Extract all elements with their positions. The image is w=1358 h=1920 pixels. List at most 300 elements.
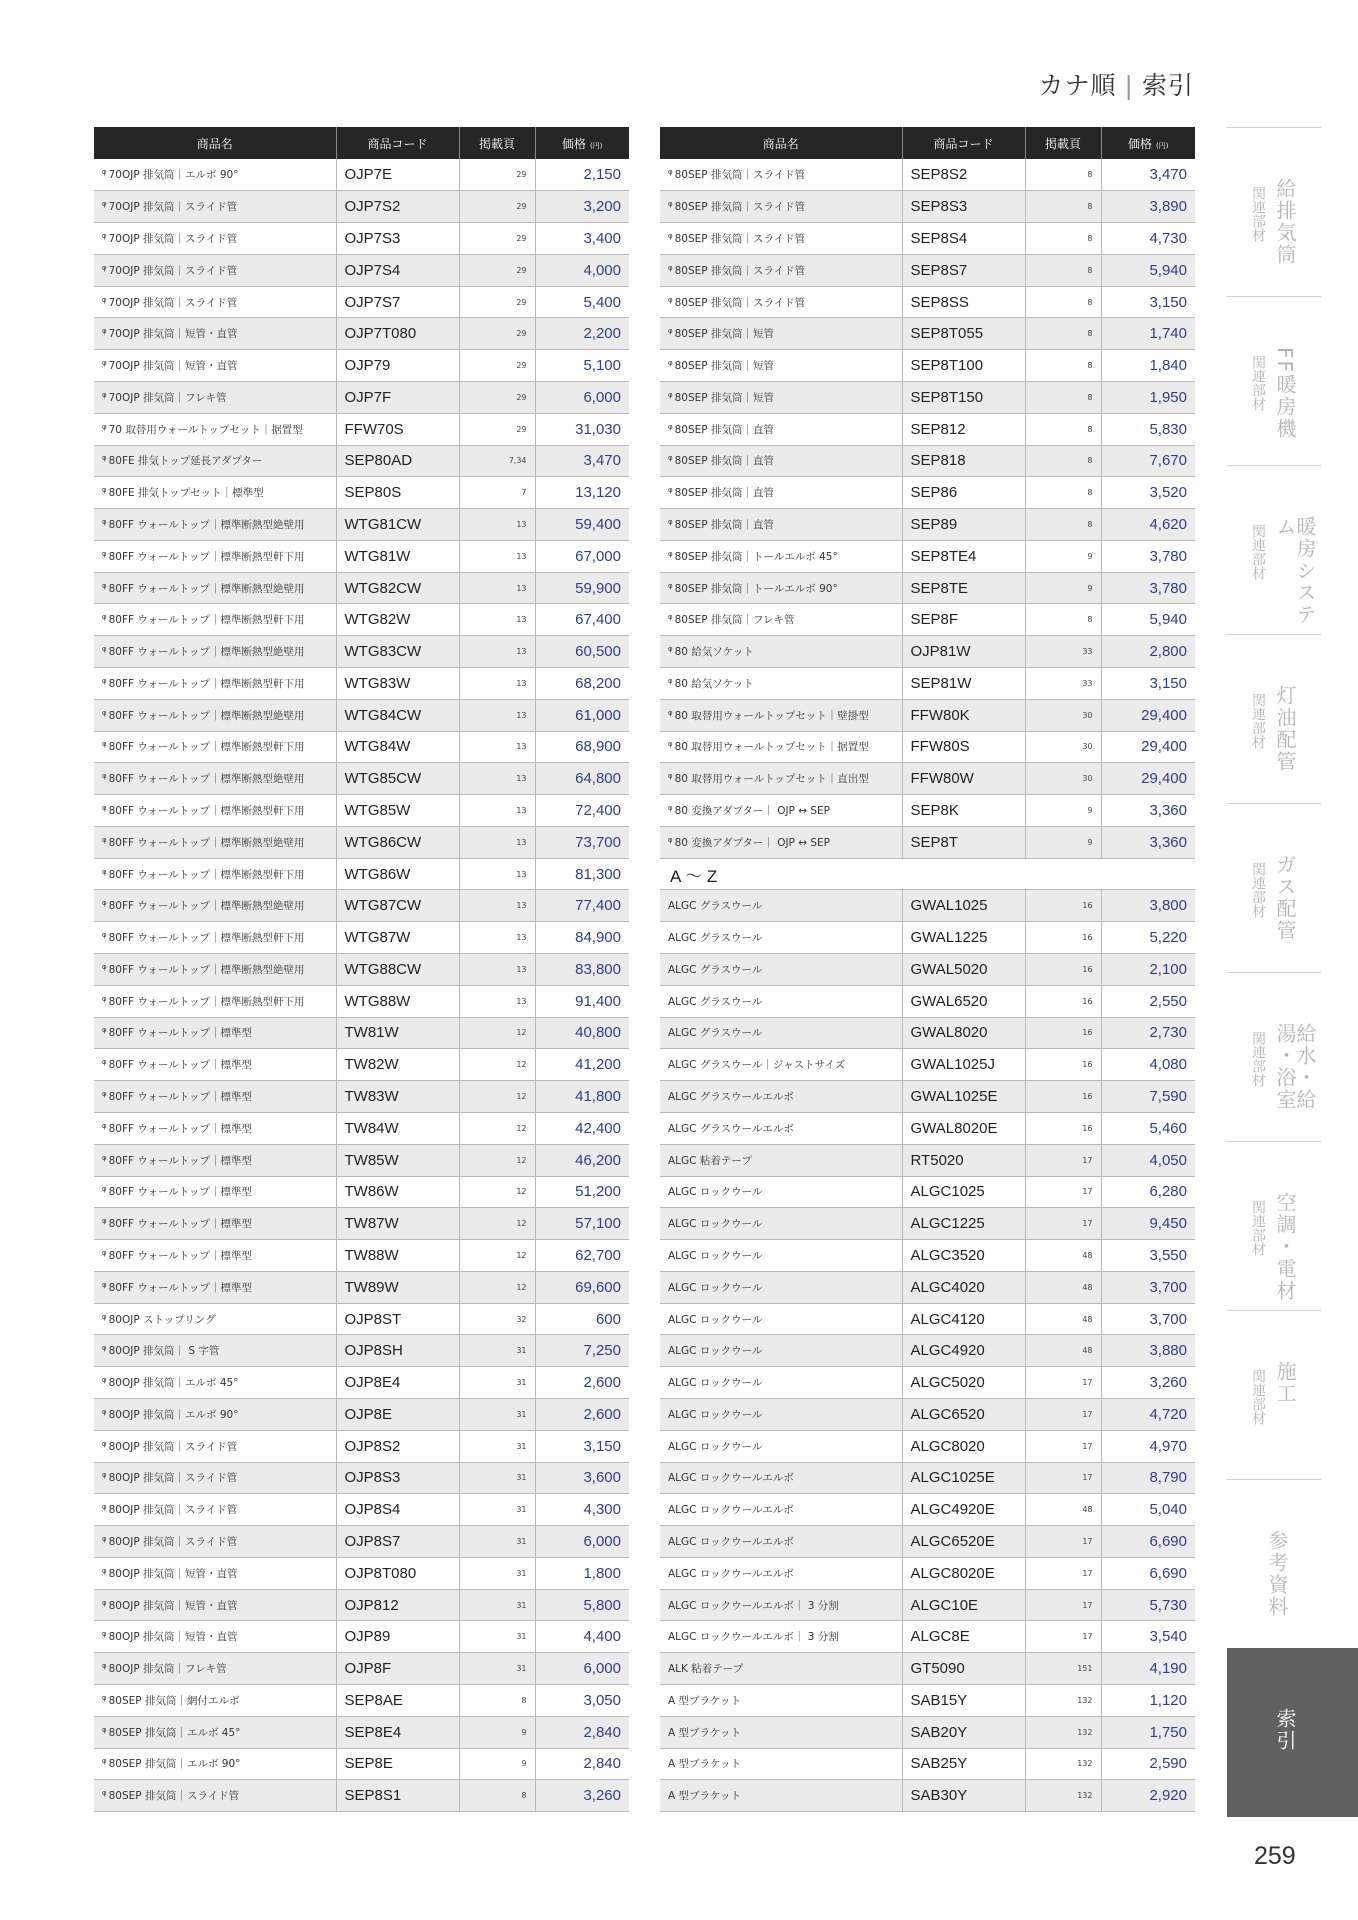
product-code: ALGC10E: [902, 1589, 1025, 1621]
catalog-page: 31: [459, 1430, 535, 1462]
table-row: [94, 1049, 629, 1081]
catalog-page: 17: [1025, 1398, 1101, 1430]
product-name-cell: [660, 159, 902, 191]
catalog-page: 17: [1025, 1176, 1101, 1208]
product-name: 80 変換アダプター｜ OJP ↔ SEP: [674, 805, 830, 818]
header-code: 商品コード: [902, 127, 1025, 159]
catalog-page: 13: [459, 731, 535, 763]
table-row: [660, 731, 1195, 763]
table-row: [660, 1716, 1195, 1748]
product-name: ALGC ロックウールエルボ: [668, 1472, 794, 1485]
table-row: [660, 1685, 1195, 1717]
product-name-cell: [94, 1303, 336, 1335]
price: 4,300: [535, 1494, 629, 1526]
diameter-symbol: φ: [102, 1566, 107, 1575]
product-name: 80FF ウォールトップ｜標準断熱型絶壁用: [108, 900, 305, 913]
price: 81,300: [535, 858, 629, 890]
table-row: [660, 1462, 1195, 1494]
sidebar-tab-sublabel: 関連部材: [1250, 693, 1266, 749]
price: 6,690: [1101, 1557, 1195, 1589]
product-name: ALGC ロックウールエルボ: [668, 1567, 794, 1580]
catalog-page: 8: [1025, 381, 1101, 413]
product-code: OJP7E: [336, 159, 459, 191]
price: 73,700: [535, 826, 629, 858]
catalog-page: 16: [1025, 1112, 1101, 1144]
catalog-page: 8: [1025, 509, 1101, 541]
catalog-page: 32: [459, 1303, 535, 1335]
product-code: GT5090: [902, 1653, 1025, 1685]
price: 67,000: [535, 540, 629, 572]
table-row: [660, 1494, 1195, 1526]
catalog-page: 29: [459, 191, 535, 223]
table-row: [94, 254, 629, 286]
catalog-page: 48: [1025, 1335, 1101, 1367]
product-code: ALGC1025E: [902, 1462, 1025, 1494]
header-price: [1101, 127, 1195, 159]
price: 61,000: [535, 699, 629, 731]
catalog-page: 33: [1025, 636, 1101, 668]
table-row: [660, 1780, 1195, 1812]
table-row: [660, 413, 1195, 445]
sidebar-tab-sublabel: 関連部材: [1250, 524, 1266, 580]
product-code: TW82W: [336, 1049, 459, 1081]
table-row: [94, 350, 629, 382]
product-name-cell: [660, 1271, 902, 1303]
product-name-cell: [94, 1176, 336, 1208]
product-code: FFW80W: [902, 763, 1025, 795]
table-row: [94, 1271, 629, 1303]
catalog-page: 8: [1025, 350, 1101, 382]
catalog-page: 132: [1025, 1780, 1101, 1812]
table-row: [94, 636, 629, 668]
product-name-cell: [660, 1430, 902, 1462]
price: 67,400: [535, 604, 629, 636]
product-code: SAB20Y: [902, 1716, 1025, 1748]
sidebar-tab[interactable]: [1227, 1141, 1321, 1310]
table-row: [94, 763, 629, 795]
catalog-page: 29: [459, 159, 535, 191]
product-name-cell: [94, 413, 336, 445]
price: 29,400: [1101, 699, 1195, 731]
price: 3,260: [1101, 1367, 1195, 1399]
product-name-cell: [94, 572, 336, 604]
product-name: 80SEP 排気筒｜トールエルボ 90°: [674, 582, 838, 595]
diameter-symbol: φ: [102, 263, 107, 272]
price: 1,840: [1101, 350, 1195, 382]
diameter-symbol: φ: [102, 359, 107, 368]
price: 68,900: [535, 731, 629, 763]
catalog-page: 16: [1025, 985, 1101, 1017]
diameter-symbol: φ: [102, 1312, 107, 1321]
catalog-page: 8: [1025, 286, 1101, 318]
table-row: [94, 413, 629, 445]
price: 7,670: [1101, 445, 1195, 477]
catalog-page: 16: [1025, 1049, 1101, 1081]
table-row: [94, 1780, 629, 1812]
catalog-page: 9: [1025, 540, 1101, 572]
product-name: 70OJP 排気筒｜短管・直管: [108, 360, 238, 373]
product-name: 80 取替用ウォールトップセット｜直出型: [674, 773, 869, 786]
catalog-page: 8: [1025, 223, 1101, 255]
table-row: [660, 223, 1195, 255]
price: 8,790: [1101, 1462, 1195, 1494]
price: 7,250: [535, 1335, 629, 1367]
product-code: SEP8T150: [902, 381, 1025, 413]
sidebar-tab[interactable]: [1227, 803, 1321, 972]
product-name-cell: [660, 1240, 902, 1272]
header-price-unit: (円): [590, 141, 603, 150]
price: 91,400: [535, 985, 629, 1017]
product-code: SEP89: [902, 509, 1025, 541]
sidebar-tab-label: 給水・給湯・浴室: [1273, 1023, 1317, 1111]
table-row: [660, 445, 1195, 477]
price: 41,800: [535, 1081, 629, 1113]
price: 9,450: [1101, 1208, 1195, 1240]
product-name-cell: [94, 1462, 336, 1494]
section-heading: A ～ Z: [660, 858, 1195, 890]
price: 2,200: [535, 318, 629, 350]
header-page: 掲載頁: [1025, 127, 1101, 159]
product-name: A 型ブラケット: [668, 1726, 741, 1739]
product-code: TW85W: [336, 1144, 459, 1176]
table-row: [94, 1494, 629, 1526]
product-name: 80FF ウォールトップ｜標準型: [108, 1218, 252, 1231]
product-name-cell: [94, 1653, 336, 1685]
price: 6,000: [535, 1653, 629, 1685]
product-name-cell: [94, 1494, 336, 1526]
product-name: 80FF ウォールトップ｜標準断熱型絶壁用: [108, 836, 305, 849]
diameter-symbol: φ: [102, 1090, 107, 1099]
price: 3,550: [1101, 1240, 1195, 1272]
product-name: 80FF ウォールトップ｜標準型: [108, 1186, 252, 1199]
table-row: [94, 1526, 629, 1558]
table-row: [94, 1367, 629, 1399]
diameter-symbol: φ: [668, 359, 673, 368]
price: 2,150: [535, 159, 629, 191]
product-code: WTG87CW: [336, 890, 459, 922]
diameter-symbol: φ: [102, 1217, 107, 1226]
product-code: OJP8S7: [336, 1526, 459, 1558]
price: 6,690: [1101, 1526, 1195, 1558]
product-name-cell: [660, 1716, 902, 1748]
table-row: [660, 509, 1195, 541]
diameter-symbol: φ: [102, 1280, 107, 1289]
price: 29,400: [1101, 763, 1195, 795]
product-code: SEP80AD: [336, 445, 459, 477]
price: 3,780: [1101, 572, 1195, 604]
product-name: 80FF ウォールトップ｜標準断熱型絶壁用: [108, 773, 305, 786]
table-row: [660, 318, 1195, 350]
product-name: 80SEP 排気筒｜直管: [674, 518, 774, 531]
price: 2,730: [1101, 1017, 1195, 1049]
catalog-page: 16: [1025, 1017, 1101, 1049]
price: 46,200: [535, 1144, 629, 1176]
product-name-cell: [94, 858, 336, 890]
price: 83,800: [535, 954, 629, 986]
table-row: [94, 1557, 629, 1589]
diameter-symbol: φ: [668, 549, 673, 558]
product-code: SEP8T: [902, 826, 1025, 858]
table-row: [94, 191, 629, 223]
catalog-page: 13: [459, 604, 535, 636]
product-name-cell: [660, 699, 902, 731]
product-name: 80FF ウォールトップ｜標準断熱型軒下用: [108, 550, 305, 563]
product-name: 80FF ウォールトップ｜標準断熱型軒下用: [108, 614, 305, 627]
price: 5,460: [1101, 1112, 1195, 1144]
catalog-page: 30: [1025, 699, 1101, 731]
diameter-symbol: φ: [668, 581, 673, 590]
table-row: [660, 1398, 1195, 1430]
product-code: ALGC6520E: [902, 1526, 1025, 1558]
product-code: OJP7S4: [336, 254, 459, 286]
price: 57,100: [535, 1208, 629, 1240]
product-name: 80OJP 排気筒｜エルボ 90°: [108, 1408, 239, 1421]
price: 2,550: [1101, 985, 1195, 1017]
catalog-page: 16: [1025, 922, 1101, 954]
diameter-symbol: φ: [102, 517, 107, 526]
product-code: OJP8T080: [336, 1557, 459, 1589]
price: 84,900: [535, 922, 629, 954]
sidebar-tab-label: 暖房システム: [1273, 516, 1317, 626]
table-row: [660, 350, 1195, 382]
diameter-symbol: φ: [102, 613, 107, 622]
product-name-cell: [660, 381, 902, 413]
table-row: [94, 890, 629, 922]
sidebar-tab[interactable]: [1227, 1479, 1321, 1648]
header-page: 掲載頁: [459, 127, 535, 159]
sidebar-tab[interactable]: [1227, 1648, 1358, 1817]
product-code: WTG83W: [336, 668, 459, 700]
diameter-symbol: φ: [102, 1757, 107, 1766]
table-row: [660, 1653, 1195, 1685]
product-name-cell: [94, 922, 336, 954]
product-name: 80OJP ストップリング: [108, 1313, 216, 1326]
diameter-symbol: φ: [668, 645, 673, 654]
diameter-symbol: φ: [102, 1630, 107, 1639]
product-name: 80OJP 排気筒｜スライド管: [108, 1535, 238, 1548]
price: 2,840: [535, 1748, 629, 1780]
product-name-cell: [660, 509, 902, 541]
catalog-page: 13: [459, 763, 535, 795]
table-row: [660, 540, 1195, 572]
sidebar-tab-sublabel: 関連部材: [1250, 1200, 1266, 1256]
product-name-cell: [94, 1685, 336, 1717]
table-row: [94, 1144, 629, 1176]
product-name: 80FF ウォールトップ｜標準型: [108, 1249, 252, 1262]
price: 29,400: [1101, 731, 1195, 763]
catalog-page: 31: [459, 1653, 535, 1685]
product-code: WTG83CW: [336, 636, 459, 668]
product-name-cell: [94, 1780, 336, 1812]
sidebar-tab-label: 灯油配管: [1273, 685, 1297, 773]
product-code: SEP8S1: [336, 1780, 459, 1812]
catalog-page: 31: [459, 1367, 535, 1399]
product-name: ALGC ロックウール: [668, 1345, 763, 1358]
price: 13,120: [535, 477, 629, 509]
price: 3,200: [535, 191, 629, 223]
product-code: SEP8S3: [902, 191, 1025, 223]
product-name: ALGC ロックウール: [668, 1408, 763, 1421]
table-row: [94, 1081, 629, 1113]
product-name: ALGC ロックウール: [668, 1440, 763, 1453]
table-row: [94, 1240, 629, 1272]
price: 2,100: [1101, 954, 1195, 986]
catalog-page: 17: [1025, 1367, 1101, 1399]
product-name-cell: [660, 1208, 902, 1240]
price: 62,700: [535, 1240, 629, 1272]
sidebar-tab-label: 参考資料: [1265, 1530, 1289, 1618]
sidebar-tab-label: 索引: [1273, 1708, 1297, 1752]
product-code: WTG86CW: [336, 826, 459, 858]
price: 3,520: [1101, 477, 1195, 509]
table-row: [94, 540, 629, 572]
table-row: [94, 572, 629, 604]
product-code: SEP8E4: [336, 1716, 459, 1748]
product-code: OJP812: [336, 1589, 459, 1621]
product-name-cell: [660, 1398, 902, 1430]
diameter-symbol: φ: [668, 200, 673, 209]
price: 5,040: [1101, 1494, 1195, 1526]
product-code: GWAL1225: [902, 922, 1025, 954]
product-code: WTG88W: [336, 985, 459, 1017]
product-name: ALGC ロックウール: [668, 1377, 763, 1390]
table-row: [660, 1081, 1195, 1113]
table-row: [94, 985, 629, 1017]
price: 5,730: [1101, 1589, 1195, 1621]
catalog-page: 9: [459, 1716, 535, 1748]
catalog-page: 12: [459, 1112, 535, 1144]
product-code: WTG82CW: [336, 572, 459, 604]
diameter-symbol: φ: [668, 422, 673, 431]
product-code: WTG84CW: [336, 699, 459, 731]
table-row: [660, 191, 1195, 223]
price: 2,600: [535, 1398, 629, 1430]
catalog-page: 12: [459, 1271, 535, 1303]
product-name-cell: [94, 318, 336, 350]
product-name: 80FF ウォールトップ｜標準型: [108, 1154, 252, 1167]
product-name-cell: [660, 254, 902, 286]
table-header-row: [94, 127, 629, 159]
diameter-symbol: φ: [102, 645, 107, 654]
catalog-page: 8: [1025, 318, 1101, 350]
product-name-cell: [660, 1526, 902, 1558]
product-code: ALGC8020: [902, 1430, 1025, 1462]
catalog-page: 9: [1025, 826, 1101, 858]
catalog-page: 12: [459, 1144, 535, 1176]
product-name-cell: [94, 1526, 336, 1558]
product-name-cell: [94, 1716, 336, 1748]
product-name-cell: [660, 985, 902, 1017]
product-name: 80FF ウォールトップ｜標準断熱型絶壁用: [108, 709, 305, 722]
sidebar-tab[interactable]: [1227, 127, 1321, 296]
product-code: SEP8AE: [336, 1685, 459, 1717]
table-row: [660, 1335, 1195, 1367]
product-name-cell: [94, 1049, 336, 1081]
product-code: GWAL8020E: [902, 1112, 1025, 1144]
price: 5,400: [535, 286, 629, 318]
product-name: 80FF ウォールトップ｜標準型: [108, 1091, 252, 1104]
table-row: [660, 1303, 1195, 1335]
catalog-page: 48: [1025, 1240, 1101, 1272]
catalog-page: 31: [459, 1557, 535, 1589]
price: 5,940: [1101, 254, 1195, 286]
product-name-cell: [660, 763, 902, 795]
price: 69,600: [535, 1271, 629, 1303]
product-name: 80 給気ソケット: [674, 646, 754, 659]
header-price: [535, 127, 629, 159]
table-row: [660, 286, 1195, 318]
product-code: SEP86: [902, 477, 1025, 509]
price: 1,120: [1101, 1685, 1195, 1717]
price: 3,150: [1101, 668, 1195, 700]
price: 31,030: [535, 413, 629, 445]
catalog-page: 16: [1025, 1081, 1101, 1113]
product-name: 80OJP 排気筒｜スライド管: [108, 1440, 238, 1453]
catalog-page: 29: [459, 223, 535, 255]
table-row: [660, 1017, 1195, 1049]
product-code: SEP8T100: [902, 350, 1025, 382]
page-title-main: カナ順: [1038, 71, 1117, 100]
product-code: TW84W: [336, 1112, 459, 1144]
price: 600: [535, 1303, 629, 1335]
product-name: 80OJP 排気筒｜エルボ 45°: [108, 1377, 239, 1390]
product-name-cell: [660, 191, 902, 223]
catalog-page: 29: [459, 318, 535, 350]
product-name-cell: [660, 954, 902, 986]
price: 6,000: [535, 381, 629, 413]
product-code: SEP8S7: [902, 254, 1025, 286]
catalog-page: 31: [459, 1526, 535, 1558]
price: 4,730: [1101, 223, 1195, 255]
sidebar-tab[interactable]: [1227, 296, 1321, 465]
product-name: ALGC ロックウールエルボ: [668, 1504, 794, 1517]
diameter-symbol: φ: [102, 454, 107, 463]
table-row: [94, 858, 629, 890]
table-row: [660, 826, 1195, 858]
product-name: 80FF ウォールトップ｜標準断熱型軒下用: [108, 932, 305, 945]
table-row: [660, 1240, 1195, 1272]
table-row: [94, 604, 629, 636]
table-row: [94, 668, 629, 700]
diameter-symbol: φ: [668, 835, 673, 844]
price: 3,360: [1101, 795, 1195, 827]
sidebar-tab[interactable]: [1227, 634, 1321, 803]
product-name-cell: [94, 636, 336, 668]
product-name-cell: [94, 223, 336, 255]
product-name-cell: [660, 1144, 902, 1176]
product-name-cell: [94, 1398, 336, 1430]
sidebar-tab[interactable]: [1227, 972, 1321, 1141]
catalog-page: 132: [1025, 1748, 1101, 1780]
product-name: 80SEP 排気筒｜直管: [674, 455, 774, 468]
catalog-page: 13: [459, 540, 535, 572]
sidebar-tab[interactable]: [1227, 1310, 1321, 1479]
product-code: GWAL1025: [902, 890, 1025, 922]
price: 4,050: [1101, 1144, 1195, 1176]
catalog-page: 17: [1025, 1208, 1101, 1240]
price: 5,830: [1101, 413, 1195, 445]
sidebar-tab[interactable]: [1227, 465, 1321, 634]
price: 41,200: [535, 1049, 629, 1081]
product-name-cell: [94, 985, 336, 1017]
product-name-cell: [94, 1081, 336, 1113]
product-name: 80 取替用ウォールトップセット｜壁掛型: [674, 709, 869, 722]
product-name: ALGC ロックウール: [668, 1313, 763, 1326]
table-row: [94, 1653, 629, 1685]
product-name: 80SEP 排気筒｜直管: [674, 423, 774, 436]
price: 5,800: [535, 1589, 629, 1621]
product-name-cell: [660, 826, 902, 858]
